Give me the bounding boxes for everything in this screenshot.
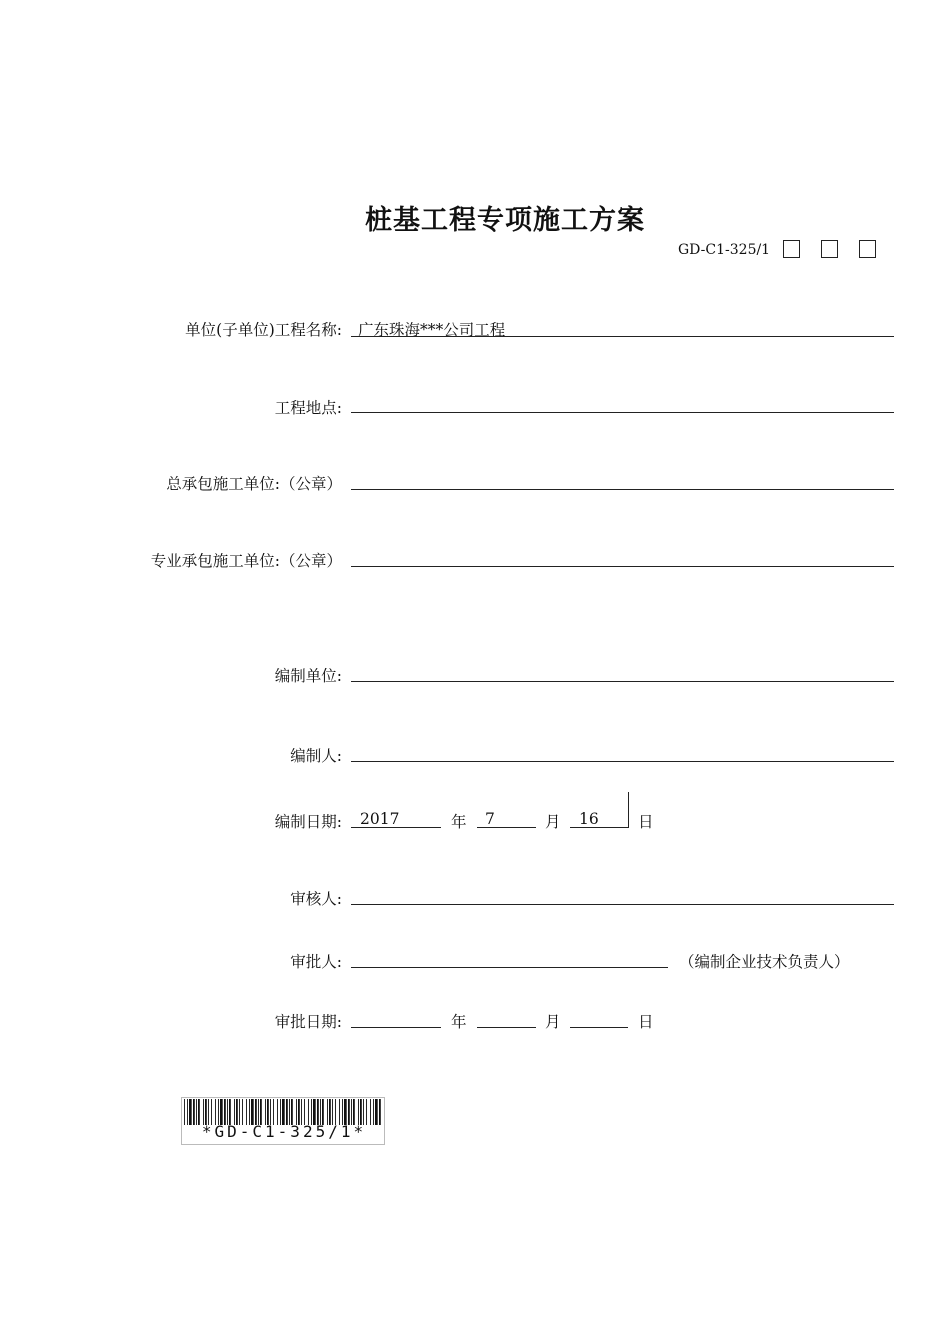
barcode-text: *GD-C1-325/1* <box>201 1122 367 1141</box>
approve-day-char: 日 <box>638 1013 654 1031</box>
reviewer-label: 审核人: <box>290 890 342 908</box>
barcode <box>181 1097 385 1145</box>
project-name-value: 广东珠海***公司工程 <box>358 321 506 339</box>
compile-date-label: 编制日期: <box>274 813 342 831</box>
location-label: 工程地点: <box>274 399 342 417</box>
compiler-field[interactable] <box>351 761 894 762</box>
compile-year-field[interactable] <box>351 827 441 828</box>
compile-month-value: 7 <box>485 810 495 828</box>
compile-year-char: 年 <box>451 813 467 831</box>
compile-year-value: 2017 <box>360 810 400 828</box>
approver-label: 审批人: <box>290 953 342 971</box>
specialty-contractor-label: 专业承包施工单位:（公章） <box>150 552 342 570</box>
approve-year-field[interactable] <box>351 1027 441 1028</box>
compile-day-char: 日 <box>638 813 654 831</box>
page-title: 桩基工程专项施工方案 <box>365 205 645 236</box>
compile-day-value: 16 <box>579 810 599 828</box>
project-name-label: 单位(子单位)工程名称: <box>185 321 342 339</box>
general-contractor-label: 总承包施工单位:（公章） <box>166 475 342 493</box>
text-cursor <box>628 792 629 828</box>
document-code: GD-C1-325/1 <box>678 242 771 258</box>
checkbox-1[interactable] <box>783 240 800 258</box>
location-field[interactable] <box>351 412 894 413</box>
compiler-unit-field[interactable] <box>351 681 894 682</box>
compile-month-char: 月 <box>545 813 561 831</box>
approve-month-field[interactable] <box>477 1027 536 1028</box>
approver-field[interactable] <box>351 967 668 968</box>
approver-note: （编制企业技术负责人） <box>679 953 850 971</box>
approve-date-label: 审批日期: <box>274 1013 342 1031</box>
compiler-label: 编制人: <box>290 747 342 765</box>
project-name-field[interactable] <box>351 336 894 337</box>
checkbox-2[interactable] <box>821 240 838 258</box>
general-contractor-field[interactable] <box>351 489 894 490</box>
specialty-contractor-field[interactable] <box>351 566 894 567</box>
reviewer-field[interactable] <box>351 904 894 905</box>
compile-day-field[interactable] <box>570 827 628 828</box>
compiler-unit-label: 编制单位: <box>274 667 342 685</box>
approve-year-char: 年 <box>451 1013 467 1031</box>
checkbox-3[interactable] <box>859 240 876 258</box>
compile-month-field[interactable] <box>477 827 536 828</box>
approve-month-char: 月 <box>545 1013 561 1031</box>
approve-day-field[interactable] <box>570 1027 628 1028</box>
